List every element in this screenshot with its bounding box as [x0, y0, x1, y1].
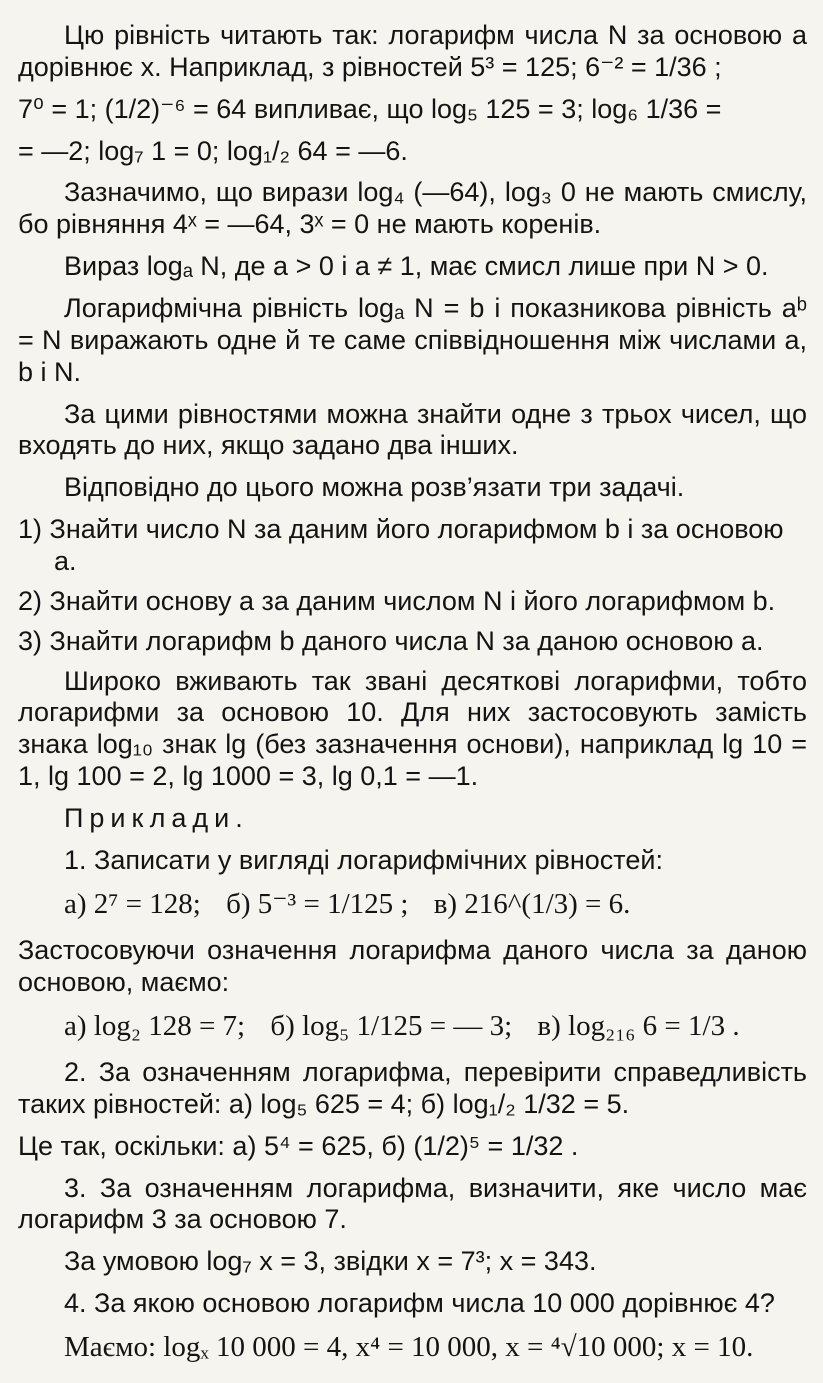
examples-heading: Приклади.	[64, 803, 249, 834]
task-item-3: 3) Знайти логарифм b даного числа N за даною основою a.	[18, 625, 764, 656]
example-1-log-equations	[64, 1009, 807, 1043]
example-1-eq-b: б) 5⁻³ = 1/125 ;	[226, 887, 409, 920]
example-1-eq-a: а) 2⁷ = 128;	[64, 887, 201, 920]
task-list	[18, 514, 807, 657]
example-2-check: Це так, оскільки: а) 5⁴ = 625, б) (1/2)⁵ = 1/32 .	[18, 1130, 579, 1161]
example-4-solution: Маємо: logₓ 10 000 = 4, x⁴ = 10 000, x = ⁴√10 000; x = 10.	[64, 1330, 754, 1363]
paragraph-definition-reading: Цю рівність читають так: логарифм числа N за основою a дорівнює x. Наприклад, з рівностей 5³ = 125; 6⁻² = 1/36 ;	[18, 20, 807, 82]
paragraph-equivalence: Логарифмічна рівність logₐ N = b і показникова рівність aᵇ = N виражають одне й те саме співвідношення між числами a, b і N.	[18, 293, 807, 387]
example-1-log-b: б) log₅ 1/125 = — 3;	[270, 1009, 513, 1042]
paragraph-domain-condition: Вираз logₐ N, де a > 0 і a ≠ 1, має смисл лише при N > 0.	[64, 251, 769, 282]
example-1-log-a: а) log₂ 128 = 7;	[64, 1009, 246, 1042]
task-item-1: 1) Знайти число N за даним його логарифмом b і за основою a.	[18, 514, 784, 577]
example-1-title: 1. Записати у вигляді логарифмічних рівностей:	[64, 844, 663, 875]
example-1-eq-c: в) 216^(1/3) = 6.	[433, 887, 631, 920]
example-1-equations	[64, 887, 807, 921]
example-3-solution: За умовою log₇ x = 3, звідки x = 7³; x = 343.	[64, 1246, 597, 1277]
paragraph-three-tasks-intro: Відповідно до цього можна розв’язати три задачі.	[64, 472, 685, 503]
paragraph-examples-continued: = —2; log₇ 1 = 0; log₁/₂ 64 = —6.	[18, 135, 408, 166]
example-3-title: 3. За означенням логарифма, визначити, яке число має логарифм 3 за основою 7.	[18, 1172, 807, 1235]
paragraph-find-third: За цими рівностями можна знайти одне з трьох чисел, що входять до них, якщо задано два інших.	[18, 398, 807, 461]
example-4-title: 4. За якою основою логарифм числа 10 000 дорівнює 4?	[64, 1288, 775, 1319]
example-1-log-c: в) log₂₁₆ 6 = 1/3 .	[537, 1009, 740, 1042]
task-item-2: 2) Знайти основу a за даним числом N і його логарифмом b.	[18, 585, 776, 616]
paragraph-no-meaning: Зазначимо, що вирази log₄ (—64), log₃ 0 не мають смислу, бо рівняння 4ˣ = —64, 3ˣ = 0 не мають коренів.	[18, 177, 807, 240]
example-1-explanation: Застосовуючи означення логарифма даного числа за даною основою, маємо:	[18, 934, 807, 997]
paragraph-examples-inline: 7⁰ = 1; (1/2)⁻⁶ = 64 випливає, що log₅ 125 = 3; log₆ 1/36 =	[18, 93, 722, 124]
example-2-title: 2. За означенням логарифма, перевірити справедливість таких рівностей: а) log₅ 625 = 4; б) log₁/₂ 1/32 = 5.	[18, 1056, 807, 1119]
paragraph-decimal-logarithms: Широко вживають так звані десяткові логарифми, тобто логарифми за основою 10. Для них застосовують замість знака log₁₀ знак lg (без зазначення основи), наприклад lg 10 = 1, lg 100 = 2, lg 1000 = 3, lg 0,1 = —1.	[18, 665, 807, 792]
